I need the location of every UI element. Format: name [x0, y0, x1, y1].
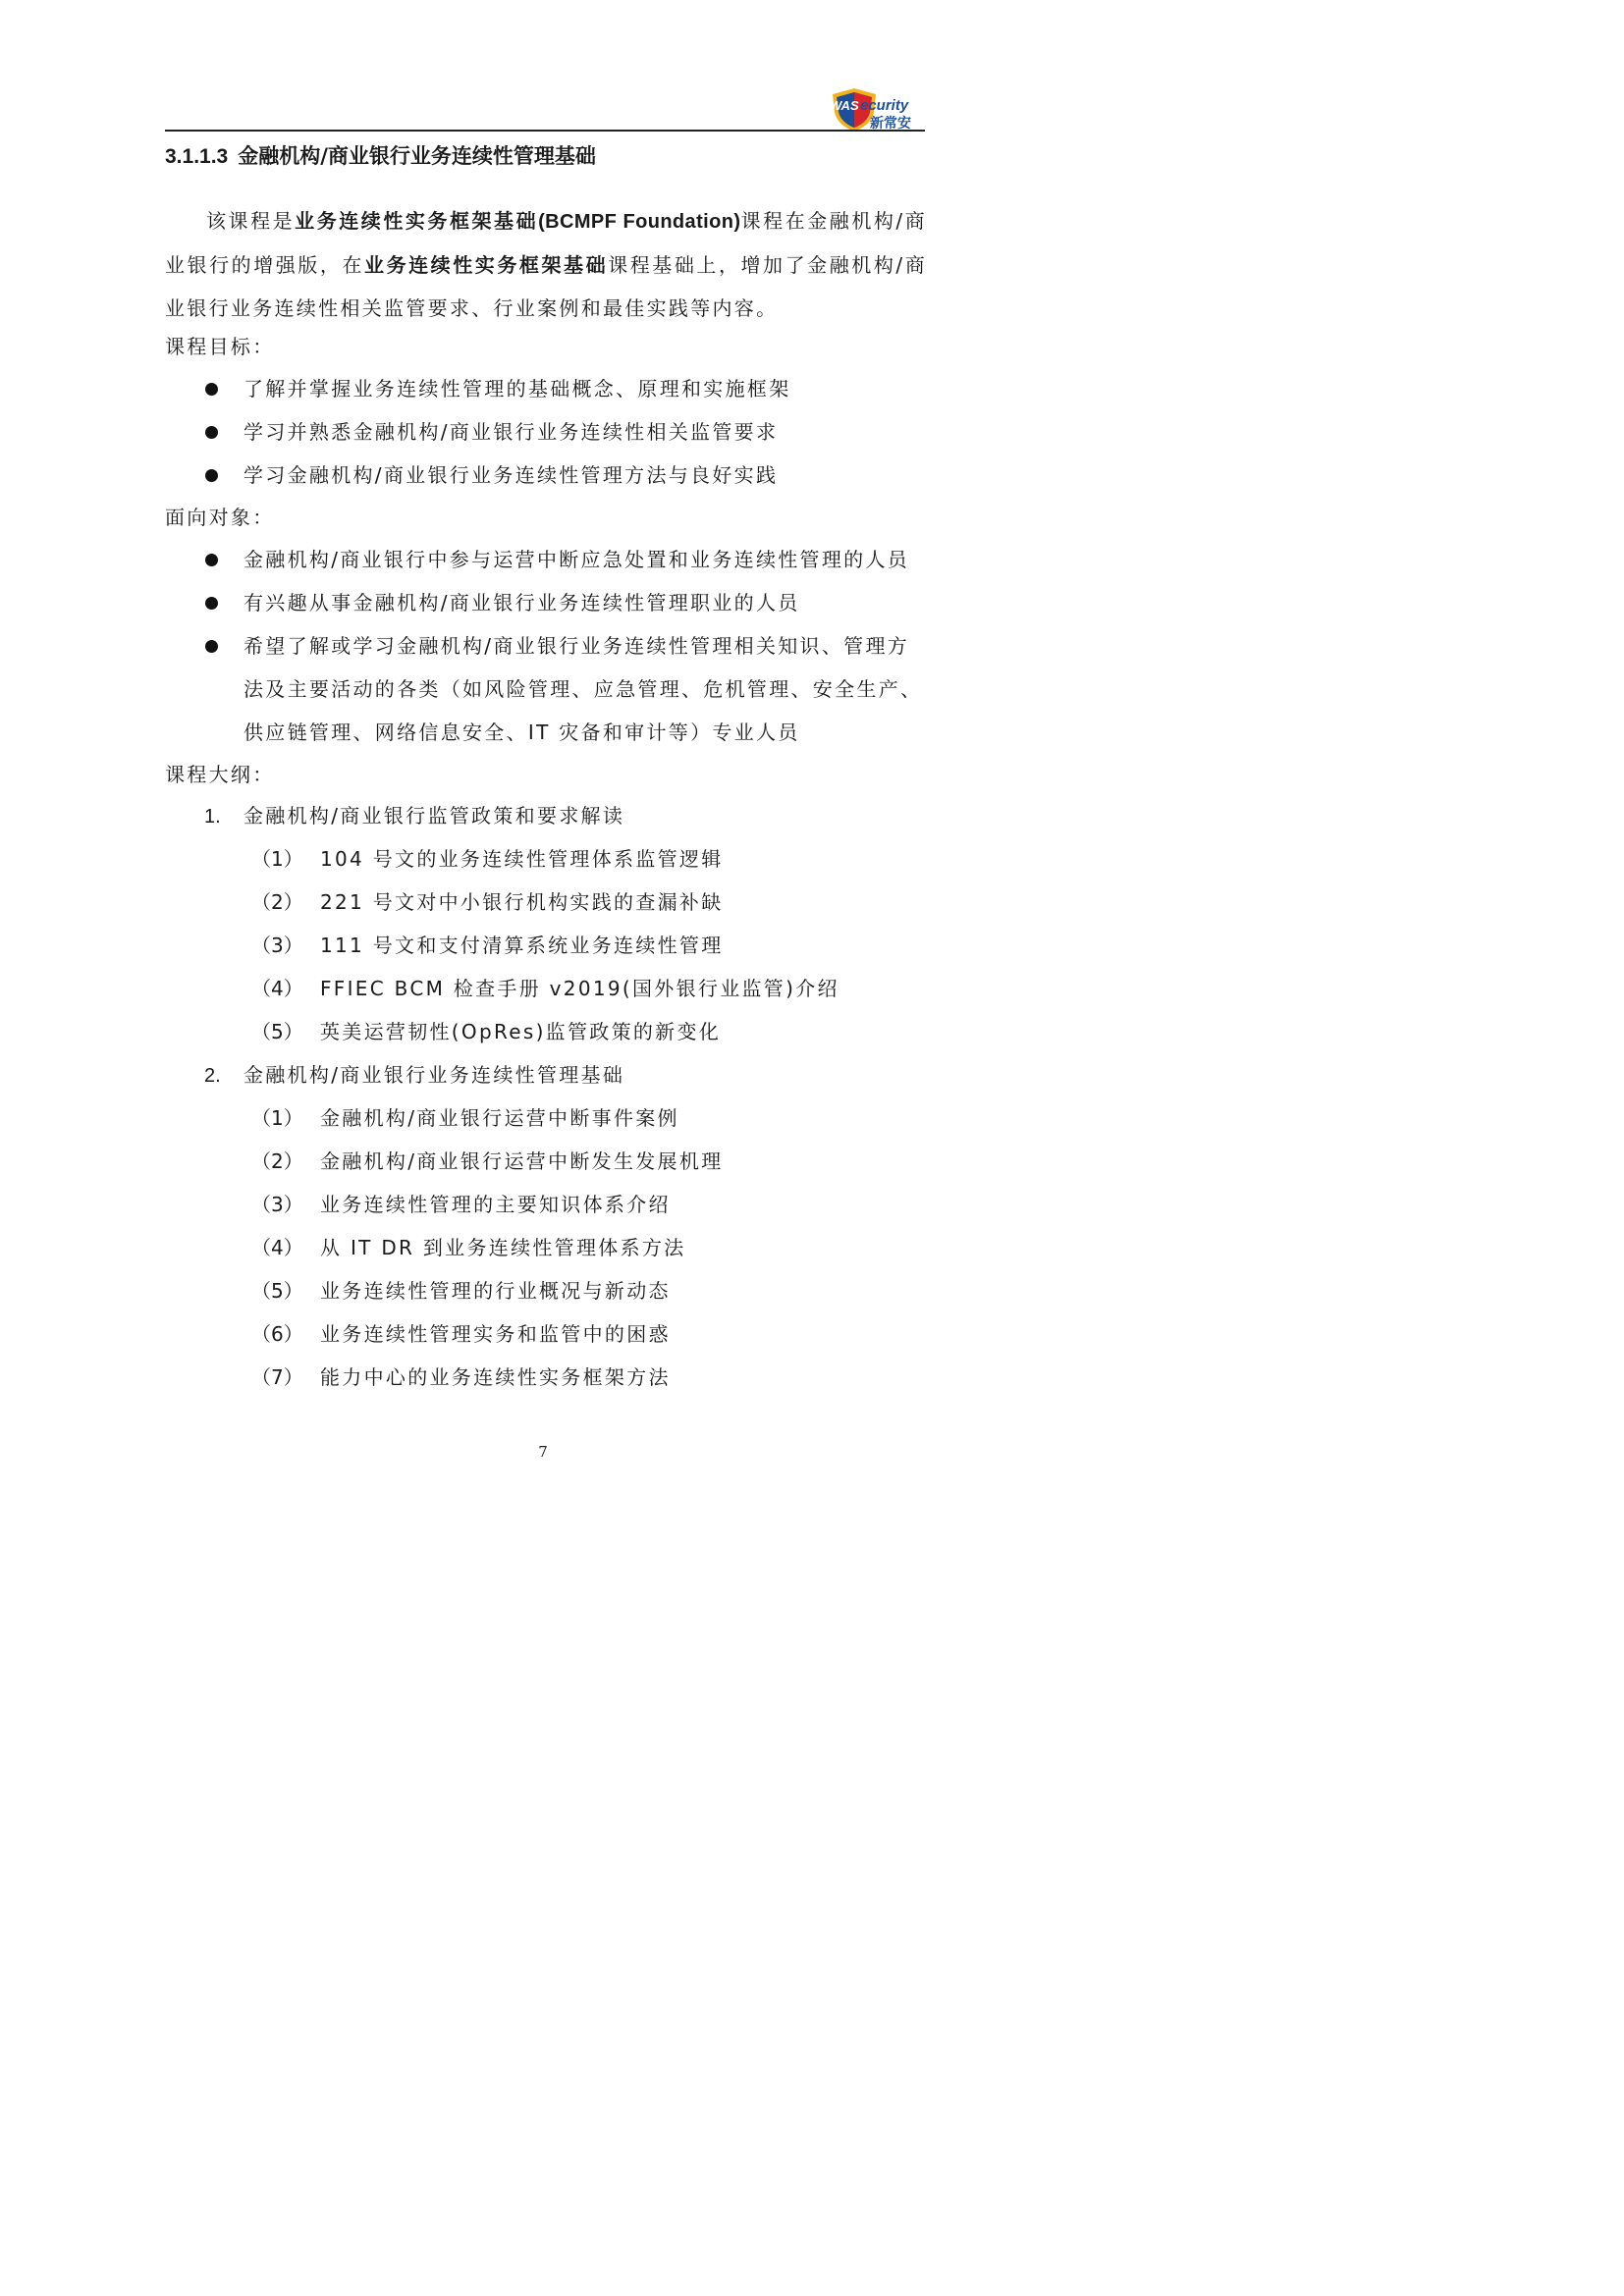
outline-item	[204, 931, 931, 974]
list-item	[204, 624, 931, 754]
outline-item-text: 金融机构/商业银行运营中断发生发展机理	[320, 1149, 724, 1173]
list-item	[204, 581, 931, 624]
outline-item	[204, 887, 931, 931]
intro-text: 课程在金融机构/商业银行的增强版，在	[165, 209, 927, 277]
section-number: 3.1.1.3	[165, 145, 229, 168]
outline-item-number: （5）	[251, 1020, 303, 1043]
outline-item	[204, 1103, 931, 1147]
outline-item-number: （2）	[251, 890, 303, 914]
list-item	[204, 538, 931, 581]
outline-item	[204, 1147, 931, 1190]
objectives-list	[204, 367, 931, 497]
outline-heading: 课程大纲：	[165, 763, 275, 786]
outline-item	[204, 974, 931, 1017]
audience-heading: 面向对象：	[165, 506, 275, 529]
list-item-text: 学习金融机构/商业银行业务连续性管理方法与良好实践	[244, 463, 779, 487]
logo-text-en: ecurity	[860, 97, 909, 114]
outline-item-number: （6）	[251, 1322, 303, 1346]
outline-item-number: （2）	[251, 1149, 303, 1173]
intro-bold-course-name: 业务连续性实务框架基础	[364, 253, 609, 277]
outline-item-text: 金融机构/商业银行运营中断事件案例	[320, 1106, 679, 1130]
intro-bold-course-name: 业务连续性实务框架基础	[295, 209, 539, 233]
section-title	[165, 141, 596, 172]
list-item-text: 了解并掌握业务连续性管理的基础概念、原理和实施框架	[244, 377, 791, 400]
outline-item-text: 业务连续性管理实务和监管中的困惑	[320, 1322, 671, 1346]
outline-item	[204, 1276, 931, 1319]
intro-bold-course-code: (BCMPF Foundation)	[538, 211, 741, 233]
outline-item-number: （1）	[251, 1106, 303, 1130]
outline-item-text: 业务连续性管理的行业概况与新动态	[320, 1279, 671, 1303]
list-item	[204, 454, 931, 497]
outline-item-text: FFIEC BCM 检查手册 v2019(国外银行业监管)介绍	[320, 977, 839, 1000]
objectives-heading: 课程目标：	[165, 335, 275, 358]
outline-item-number: （1）	[251, 847, 303, 871]
outline-item	[204, 1017, 931, 1060]
outline-list	[204, 801, 931, 1406]
outline-item-text: 104 号文的业务连续性管理体系监管逻辑	[320, 847, 724, 871]
outline-item-number: （4）	[251, 977, 303, 1000]
outline-item-text: 111 号文和支付清算系统业务连续性管理	[320, 934, 724, 957]
outline-item-text: 从 IT DR 到业务连续性管理体系方法	[320, 1236, 686, 1259]
list-item-text: 学习并熟悉金融机构/商业银行业务连续性相关监管要求	[244, 420, 779, 444]
list-item-text: 金融机构/商业银行中参与运营中断应急处置和业务连续性管理的人员	[244, 548, 910, 571]
outline-item-text: 能力中心的业务连续性实务框架方法	[320, 1365, 671, 1389]
bullet-icon	[205, 383, 218, 396]
list-item	[204, 367, 931, 410]
outline-section-title: 金融机构/商业银行业务连续性管理基础	[244, 1063, 625, 1087]
section-title-text: 金融机构/商业银行业务连续性管理基础	[238, 144, 596, 168]
outline-item-number: （4）	[251, 1236, 303, 1259]
outline-item-number: （3）	[251, 1193, 303, 1216]
page-number: 7	[538, 1443, 548, 1461]
list-item	[204, 410, 931, 454]
bullet-icon	[205, 640, 218, 653]
outline-item-number: （3）	[251, 934, 303, 957]
logo-text-was: WAS	[830, 98, 859, 113]
audience-list	[204, 538, 931, 754]
outline-section-title: 金融机构/商业银行监管政策和要求解读	[244, 804, 625, 828]
outline-item	[204, 1233, 931, 1276]
list-item-text: 有兴趣从事金融机构/商业银行业务连续性管理职业的人员	[244, 591, 800, 614]
outline-section	[204, 801, 931, 844]
intro-text: 课程基础上，增加了金融机构/商业银行业务连续性相关监管要求、行业案例和最佳实践等内容。	[165, 253, 927, 320]
outline-item	[204, 844, 931, 887]
outline-item	[204, 1319, 931, 1362]
intro-paragraph	[165, 199, 927, 330]
outline-item	[204, 1190, 931, 1233]
outline-section-number: 1.	[204, 806, 221, 828]
outline-item-number: （5）	[251, 1279, 303, 1303]
intro-text: 该课程是	[206, 209, 296, 233]
outline-item-text: 业务连续性管理的主要知识体系介绍	[320, 1193, 671, 1216]
outline-item	[204, 1362, 931, 1406]
bullet-icon	[205, 469, 218, 482]
outline-section	[204, 1060, 931, 1103]
bullet-icon	[205, 426, 218, 439]
outline-item-text: 221 号文对中小银行机构实践的查漏补缺	[320, 890, 724, 914]
logo-text-cn: 新常安	[870, 116, 911, 132]
outline-item-number: （7）	[251, 1365, 303, 1389]
bullet-icon	[205, 554, 218, 566]
list-item-text: 希望了解或学习金融机构/商业银行业务连续性管理相关知识、管理方法及主要活动的各类（如风险管理、应急管理、危机管理、安全生产、供应链管理、网络信息安全、IT 灾备和审计等）专业人员	[244, 634, 923, 744]
bullet-icon	[205, 597, 218, 610]
outline-section-number: 2.	[204, 1065, 221, 1087]
wasecurity-logo	[827, 86, 929, 133]
header-rule	[165, 130, 925, 132]
outline-item-text: 英美运营韧性(OpRes)监管政策的新变化	[320, 1020, 722, 1043]
